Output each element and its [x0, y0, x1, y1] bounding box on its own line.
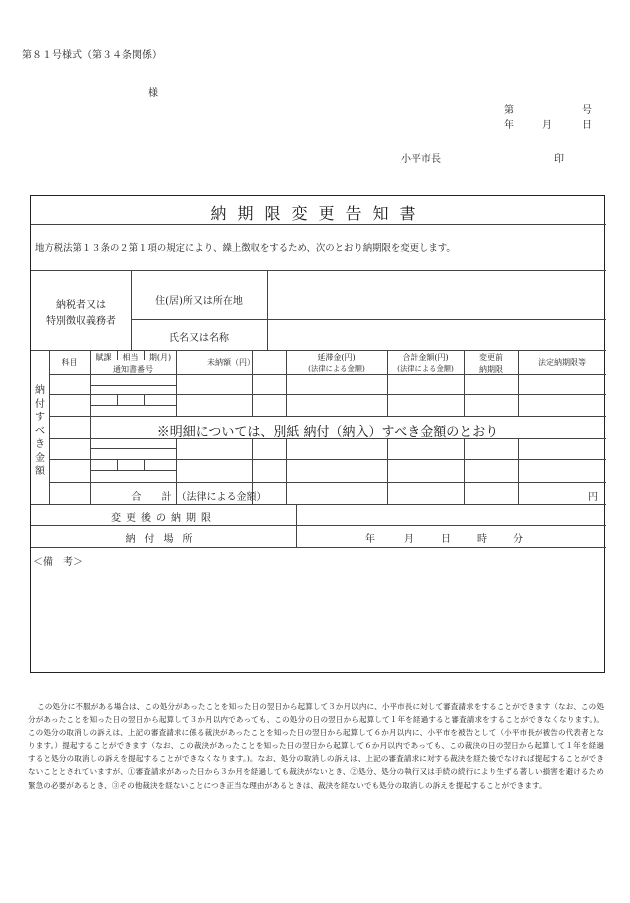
- datetime-year: 年: [365, 534, 375, 545]
- header-total-1: 合計金額(円): [402, 353, 449, 362]
- remarks-label: ＜備 考＞: [33, 557, 83, 568]
- date-day-label: 日: [582, 120, 592, 131]
- notice-form-frame: [30, 195, 605, 673]
- header-year: 賦課: [95, 353, 112, 362]
- header-period: 期(月): [148, 353, 172, 362]
- header-before-change-2: 納期限: [479, 365, 503, 374]
- header-notice-number: 通知書番号: [113, 365, 153, 374]
- header-before-change-1: 変更前: [479, 353, 503, 362]
- details-note: ※明細については、別紙 納付（納入）すべき金額のとおり: [156, 425, 499, 440]
- datetime-minute: 分: [513, 534, 523, 545]
- datetime-hour: 時: [477, 534, 487, 545]
- seal-mark: 印: [554, 154, 564, 165]
- header-total-2: (法律による金額): [397, 364, 454, 373]
- date-year-label: 年: [504, 120, 514, 131]
- header-delinquency-2: (法律による金額): [308, 364, 365, 373]
- appeal-notice-text: この処分に不服がある場合は、この処分があったことを知った日の翌日から起算して３か月以内に、小平市長に対して審査請求をすることができます（なお、この処分があったことを知った日の翌日から起算して３か月以内であっても、この処分の日の翌日から起算して１年を経過すると審査請求をすることができなくなります。)。この処分の取消しの訴えは、上記の審査請求に係る裁決があったことを知った日の翌日から起算して６か月以内に、小平市を被告として（小平市長が被告の代表者となります。）提起することができます（なお、この裁決があったことを知った日の翌日から起算して６か月以内であっても、この裁決の日の翌日から起算して１年を経過すると処分の取消しの訴えを提起することができなくなります。)。なお、処分の取消しの訴えは、上記の審査請求に対する裁決を経た後でなければ提起することができないこととされていますが、①審査請求があった日から３か月を経過しても裁決がないとき、②処分、処分の執行又は手続の続行により生ずる著しい損害を避けるため緊急の必要があるとき、③その他裁決を経ないことにつき正当な理由があるときは、裁決を経ないでも処分の取消しの訴えを提起することができます。: [28, 702, 604, 790]
- header-unpaid: 未納額（円）: [207, 358, 255, 367]
- taxpayer-label-2: 特別徴収義務者: [46, 316, 116, 327]
- number-prefix: 第: [504, 105, 514, 116]
- header-delinquency-1: 延滞金(円): [317, 353, 356, 362]
- header-share: 相当: [122, 353, 139, 362]
- datetime-day: 日: [441, 534, 451, 545]
- address-label: 住(居)所又は所在地: [155, 296, 243, 307]
- datetime-month: 月: [404, 534, 414, 545]
- issuer-name: 小平市長: [401, 154, 441, 165]
- form-number: 第８１号様式（第３４条関係）: [22, 50, 162, 61]
- addressee-suffix: 様: [148, 88, 158, 99]
- new-deadline-label: 変更後の納期限: [111, 513, 216, 524]
- document-title: 納期限変更告知書: [210, 204, 427, 223]
- intro-text: 地方税法第１３条の２第１項の規定により、繰上徴収をするため、次のとおり納期限を変更します。: [35, 243, 456, 254]
- payment-place-label: 納付場所: [125, 534, 202, 545]
- date-month-label: 月: [542, 120, 552, 131]
- number-suffix: 号: [582, 105, 592, 116]
- name-label: 氏名又は名称: [169, 333, 229, 344]
- total-unit: 円: [588, 492, 598, 503]
- taxpayer-label-1: 納税者又は: [56, 300, 106, 311]
- total-label: 合 計 （法律による金額）: [131, 492, 267, 503]
- header-item: 科目: [61, 358, 78, 367]
- header-statutory-deadline: 法定納期限等: [538, 358, 586, 367]
- amount-side-label: 納 付 す べ き 金 額: [35, 385, 45, 477]
